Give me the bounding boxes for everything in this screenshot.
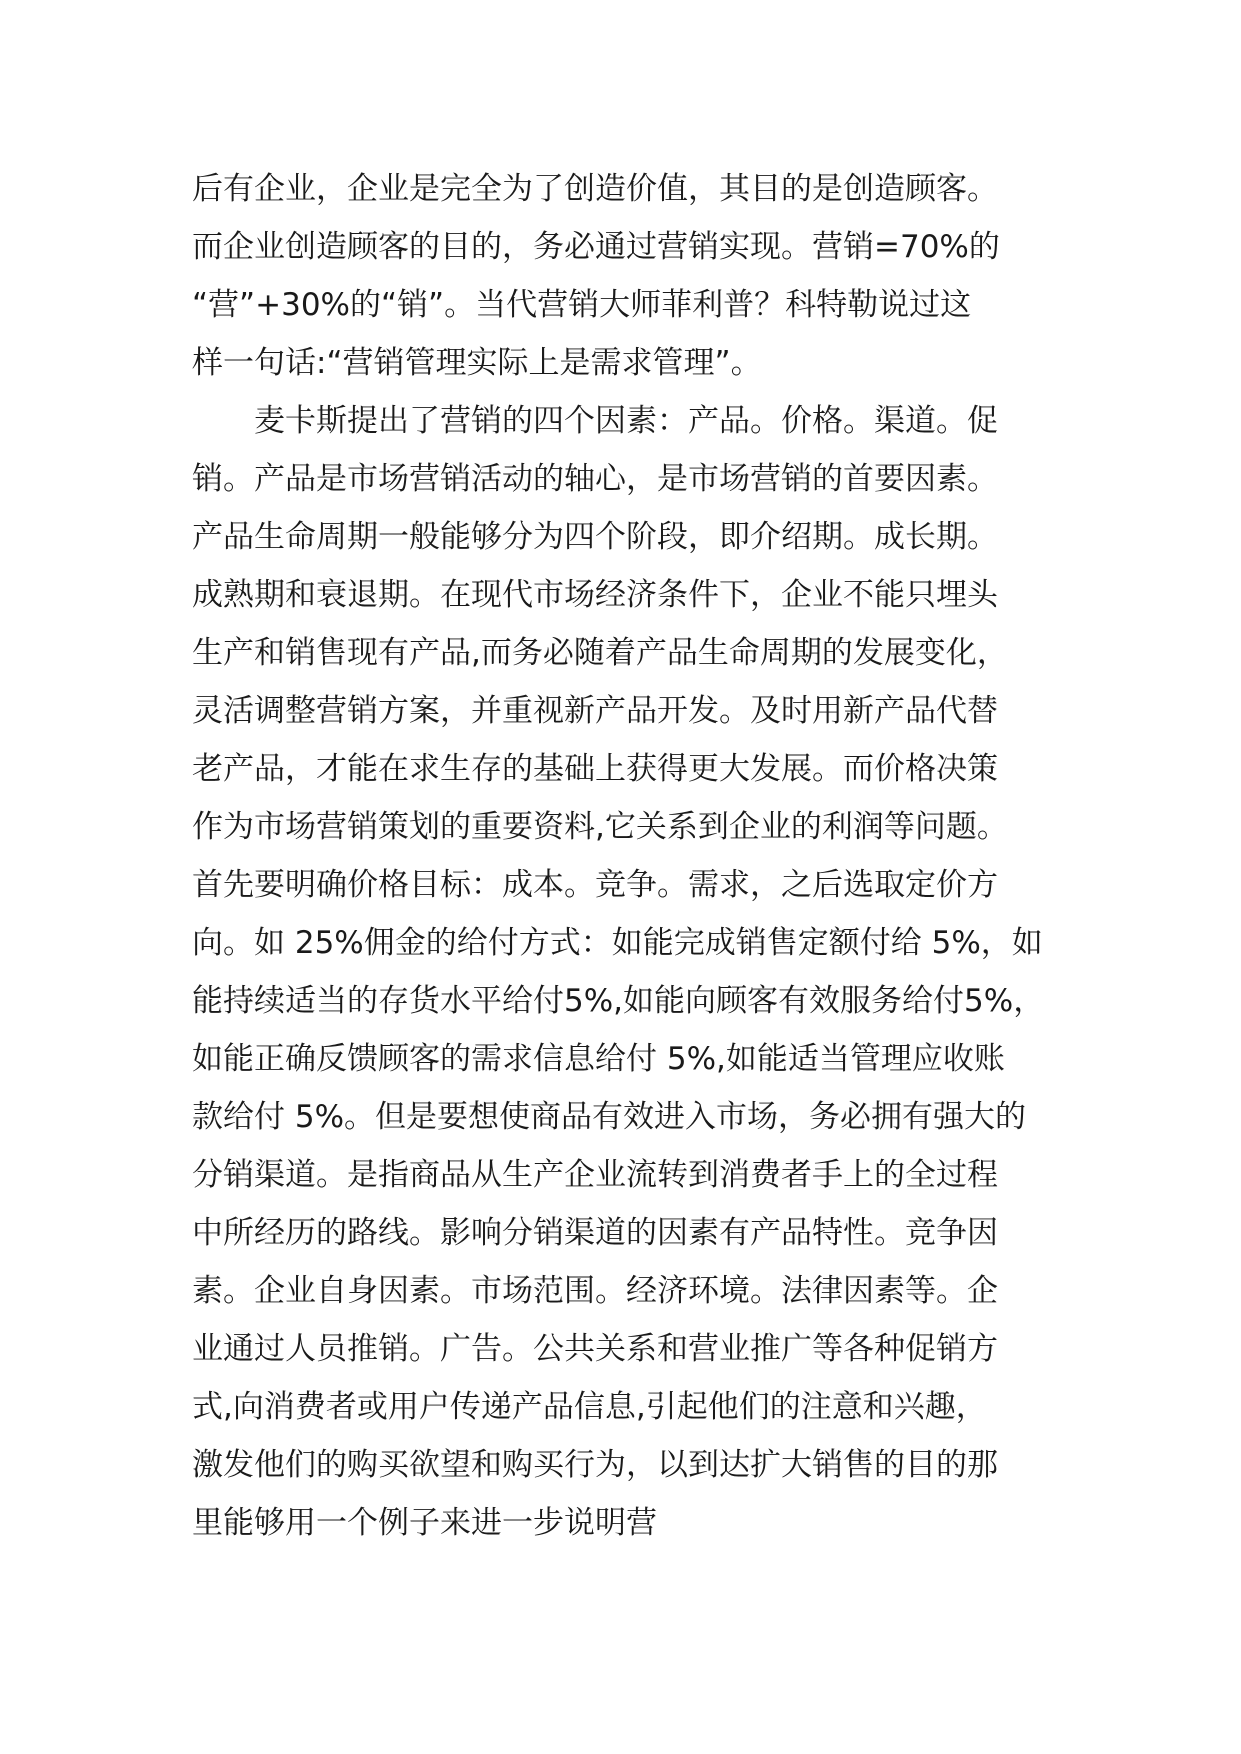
text-line: 老产品，才能在求生存的基础上获得更大发展。而价格决策	[192, 751, 998, 787]
text-line: 向。如 25%佣金的给付方式：如能完成销售定额付给 5%，如	[192, 925, 1043, 961]
text-line: 麦卡斯提出了营销的四个因素：产品。价格。渠道。促	[192, 403, 998, 439]
text-line: 而企业创造顾客的目的，务必通过营销实现。营销=70%的	[192, 229, 1000, 265]
text-line: 后有企业，企业是完全为了创造价值，其目的是创造顾客。	[192, 171, 998, 207]
text-line: 里能够用一个例子来进一步说明营	[192, 1505, 657, 1541]
text-line: 激发他们的购买欲望和购买行为，以到达扩大销售的目的那	[192, 1447, 998, 1483]
text-line: 样一句话:“营销管理实际上是需求管理”。	[192, 345, 762, 381]
text-line: 业通过人员推销。广告。公共关系和营业推广等各种促销方	[192, 1331, 998, 1367]
text-line: “营”+30%的“销”。当代营销大师菲利普？科特勒说过这	[192, 287, 972, 323]
text-line: 素。企业自身因素。市场范围。经济环境。法律因素等。企	[192, 1273, 998, 1309]
text-line: 款给付 5%。但是要想使商品有效进入市场，务必拥有强大的	[192, 1099, 1027, 1135]
text-line: 分销渠道。是指商品从生产企业流转到消费者手上的全过程	[192, 1157, 998, 1193]
text-line: 销。产品是市场营销活动的轴心，是市场营销的首要因素。	[192, 461, 998, 497]
text-line: 首先要明确价格目标：成本。竞争。需求，之后选取定价方	[192, 867, 998, 903]
text-line: 作为市场营销策划的重要资料,它关系到企业的利润等问题。	[192, 809, 1008, 845]
text-line: 能持续适当的存货水平给付5%,如能向顾客有效服务给付5%，	[192, 983, 1045, 1019]
text-line: 生产和销售现有产品,而务必随着产品生命周期的发展变化，	[192, 635, 1008, 671]
text-line: 成熟期和衰退期。在现代市场经济条件下，企业不能只埋头	[192, 577, 998, 613]
body-text	[192, 160, 1072, 1552]
text-line: 中所经历的路线。影响分销渠道的因素有产品特性。竞争因	[192, 1215, 998, 1251]
text-line: 如能正确反馈顾客的需求信息给付 5%,如能适当管理应收账	[192, 1041, 1005, 1077]
text-line: 式,向消费者或用户传递产品信息,引起他们的注意和兴趣，	[192, 1389, 987, 1425]
text-line: 产品生命周期一般能够分为四个阶段，即介绍期。成长期。	[192, 519, 998, 555]
text-line: 灵活调整营销方案，并重视新产品开发。及时用新产品代替	[192, 693, 998, 729]
